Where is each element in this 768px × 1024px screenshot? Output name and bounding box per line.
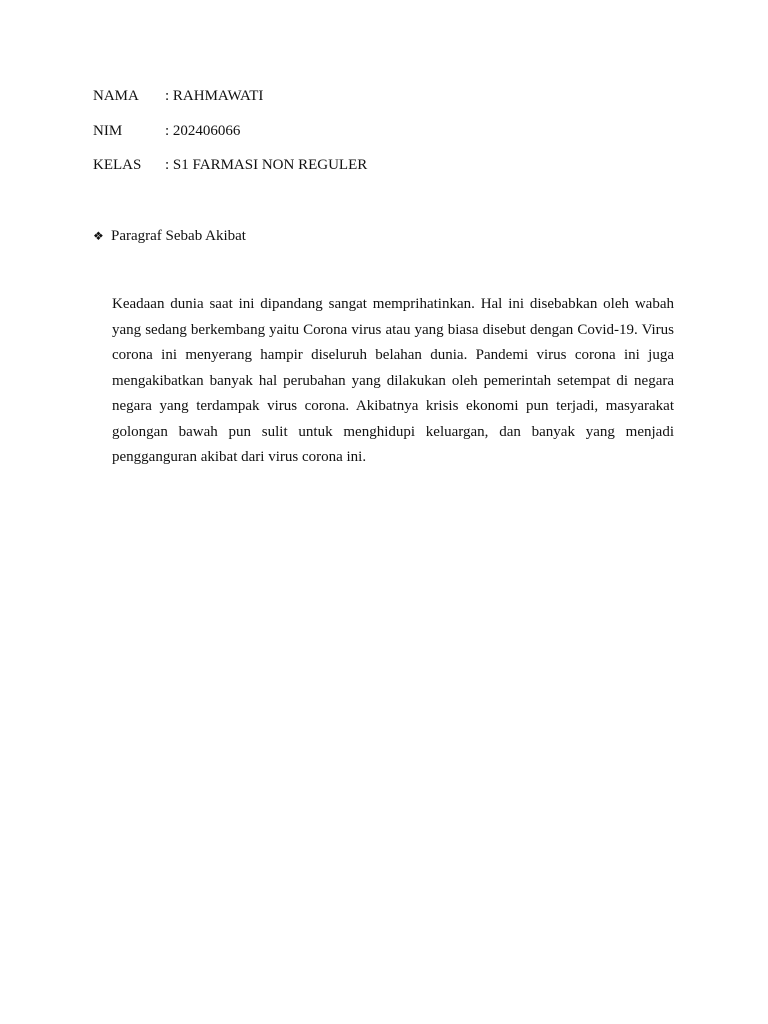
identity-label: NIM xyxy=(93,122,123,139)
identity-label: NAMA xyxy=(93,88,139,104)
identity-row-nama xyxy=(93,86,693,106)
identity-value: : 202406066 xyxy=(165,122,241,139)
identity-value: : S1 FARMASI NON REGULER xyxy=(165,157,368,173)
identity-row-kelas xyxy=(93,155,693,175)
identity-row-nim xyxy=(93,121,693,141)
section-heading xyxy=(93,226,246,246)
identity-value: : RAHMAWATI xyxy=(165,88,264,104)
identity-label: KELAS xyxy=(93,157,142,173)
section-title: Paragraf Sebab Akibat xyxy=(111,228,246,244)
diamond-bullet-icon: ❖ xyxy=(93,229,104,243)
identity-block xyxy=(93,86,693,190)
body-paragraph: Keadaan dunia saat ini dipandang sangat memprihatinkan. Hal ini disebabkan oleh wabah yang sedang berkembang yaitu Corona virus atau yang biasa disebut dengan Covid-19. Virus corona ini menyerang hampir diseluruh belahan dunia. Pandemi virus corona ini juga mengakibatkan banyak hal perubahan yang dilakukan oleh pemerintah setempat di negara negara yang terdampak virus corona. Akibatnya krisis ekonomi pun terjadi, masyarakat golongan bawah pun sulit untuk menghidupi keluargan, dan banyak yang menjadi pengganguran akibat dari virus corona ini. xyxy=(112,296,674,465)
